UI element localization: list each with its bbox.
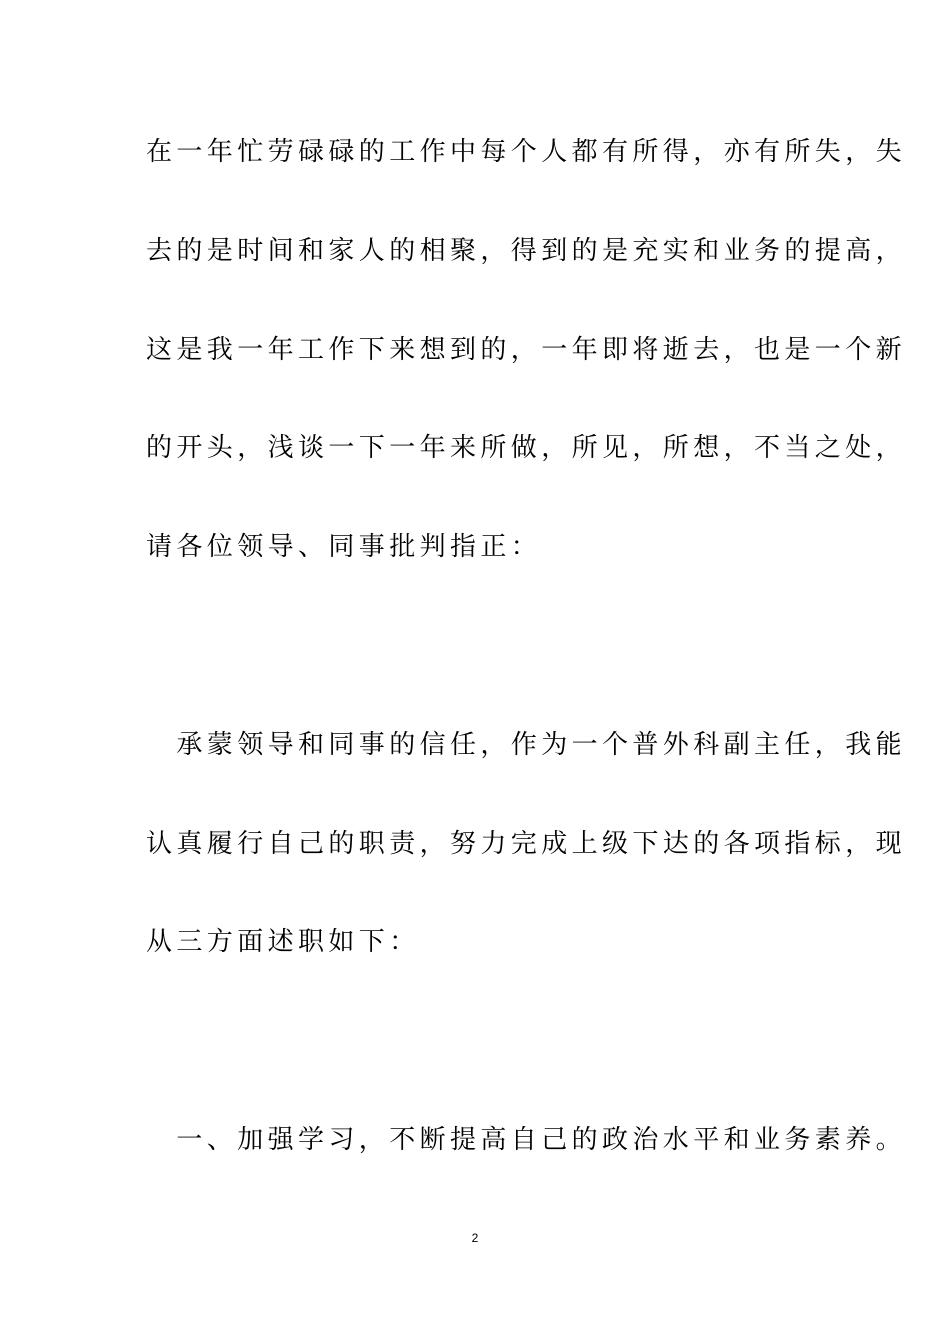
- paragraph-2-line-1: 承蒙领导和同事的信任，作为一个普外科副主任，我能: [146, 730, 907, 760]
- paragraph-2-line-3: 从三方面述职如下：: [146, 927, 420, 957]
- paragraph-1-line-5: 请各位领导、同事批判指正：: [146, 532, 542, 562]
- paragraph-1-line-3: 这是我一年工作下来想到的，一年即将逝去，也是一个新: [146, 335, 907, 365]
- paragraph-2-line-2: 认真履行自己的职责，努力完成上级下达的各项指标，现: [146, 829, 907, 859]
- paragraph-1-line-4: 的开头，浅谈一下一年来所做，所见，所想，不当之处，: [146, 433, 907, 463]
- paragraph-1-line-1: 在一年忙劳碌碌的工作中每个人都有所得，亦有所失，失: [146, 137, 907, 167]
- section-heading: 一、加强学习，不断提高自己的政治水平和业务素养。: [146, 1125, 907, 1155]
- paragraph-1-line-2: 去的是时间和家人的相聚，得到的是充实和业务的提高，: [146, 236, 907, 266]
- page-number: 2: [471, 1231, 479, 1245]
